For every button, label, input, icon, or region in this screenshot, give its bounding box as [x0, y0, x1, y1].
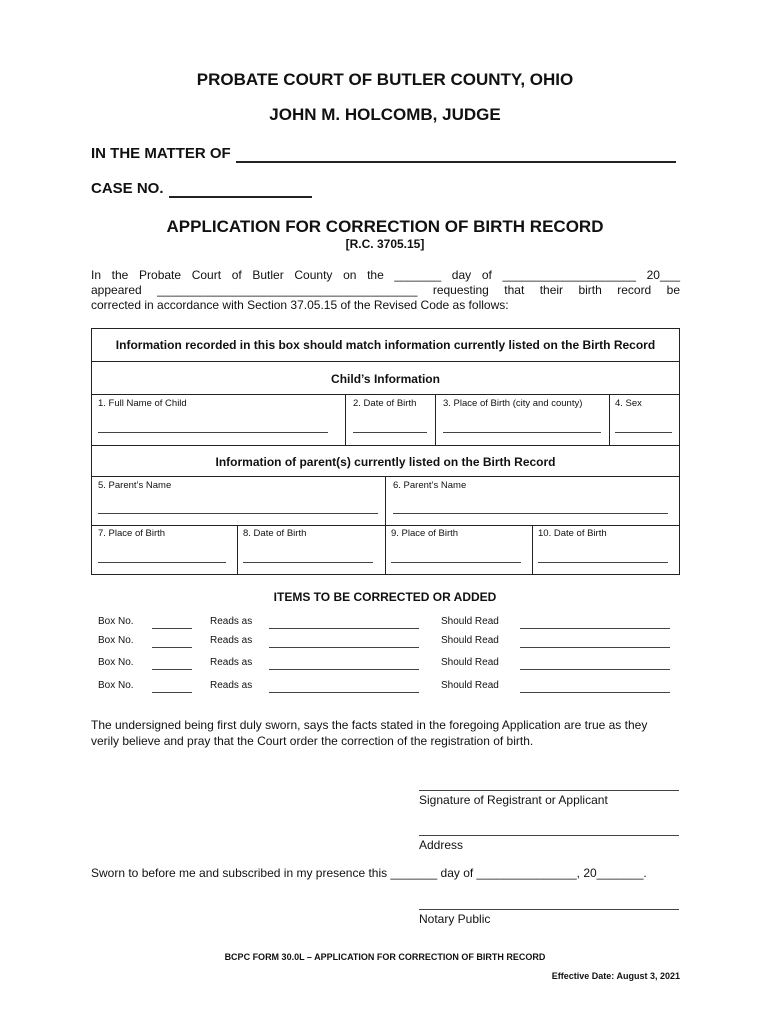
items-heading: ITEMS TO BE CORRECTED OR ADDED — [273, 590, 497, 604]
child-place-of-birth-label: 3. Place of Birth (city and county) — [443, 398, 583, 409]
should-read-field[interactable] — [520, 628, 670, 629]
should-read-label: Should Read — [441, 635, 499, 646]
notary-label: Notary Public — [419, 912, 491, 926]
box-no-field[interactable] — [152, 628, 192, 629]
registrant-signature-field[interactable] — [419, 790, 679, 791]
parent-info-heading: Information of parent(s) currently listed on the Birth Record — [215, 455, 556, 469]
should-read-label: Should Read — [441, 616, 499, 627]
parent-2-place-of-birth-label: 9. Place of Birth — [391, 528, 459, 539]
divider — [435, 394, 436, 445]
divider — [91, 361, 680, 362]
should-read-field[interactable] — [520, 647, 670, 648]
divider — [237, 525, 238, 575]
intro-line-2: appeared _______________________________________ requesting that their birth record be — [91, 283, 680, 297]
divider — [532, 525, 533, 575]
judge-name: JOHN M. HOLCOMB, JUDGE — [269, 105, 501, 124]
address-label: Address — [419, 838, 464, 852]
reads-as-field[interactable] — [269, 692, 419, 693]
child-dob-label: 2. Date of Birth — [353, 398, 417, 409]
parent-2-dob-label: 10. Date of Birth — [538, 528, 607, 539]
form-id: BCPC FORM 30.0L – APPLICATION FOR CORRECTION OF BIRTH RECORD — [224, 952, 546, 962]
box-no-label: Box No. — [98, 635, 134, 646]
divider — [91, 394, 680, 395]
child-full-name-label: 1. Full Name of Child — [98, 398, 187, 409]
intro-line-3: corrected in accordance with Section 37.05.15 of the Revised Code as follows: — [91, 298, 509, 312]
case-number-label: CASE NO. — [91, 180, 164, 197]
reads-as-field[interactable] — [269, 669, 419, 670]
child-sex-label: 4. Sex — [615, 398, 642, 409]
parent-1-place-of-birth-label: 7. Place of Birth — [98, 528, 166, 539]
form-title: APPLICATION FOR CORRECTION OF BIRTH RECORD — [166, 217, 604, 236]
parent-2-dob-field[interactable] — [538, 562, 668, 563]
effective-date: Effective Date: August 3, 2021 — [551, 971, 680, 981]
child-sex-field[interactable] — [615, 432, 672, 433]
should-read-field[interactable] — [520, 669, 670, 670]
oath-line-1: The undersigned being first duly sworn, says the facts stated in the foregoing Application are true as they — [91, 718, 648, 732]
reads-as-label: Reads as — [210, 680, 253, 691]
parent-name-1-field[interactable] — [98, 513, 378, 514]
matter-label: IN THE MATTER OF — [91, 145, 231, 162]
sworn-statement: Sworn to before me and subscribed in my presence this _______ day of _______________, 20_______. — [91, 866, 647, 880]
registrant-signature-label: Signature of Registrant or Applicant — [419, 793, 608, 807]
divider — [609, 394, 610, 445]
divider — [385, 476, 386, 525]
reads-as-label: Reads as — [210, 635, 253, 646]
child-full-name-field[interactable] — [98, 432, 328, 433]
divider — [345, 394, 346, 445]
statute-reference: [R.C. 3705.15] — [345, 237, 425, 251]
parent-name-2-label: 6. Parent’s Name — [393, 480, 467, 491]
intro-line-1: In the Probate Court of Butler County on the _______ day of ____________________ 20___ — [91, 268, 680, 282]
child-dob-field[interactable] — [353, 432, 427, 433]
box-heading: Information recorded in this box should match information currently listed on the Birth Record — [115, 338, 656, 352]
box-no-label: Box No. — [98, 616, 134, 627]
box-no-label: Box No. — [98, 657, 134, 668]
child-info-heading: Child’s Information — [331, 372, 440, 386]
matter-input-line[interactable] — [236, 161, 676, 163]
box-no-field[interactable] — [152, 647, 192, 648]
parent-2-place-of-birth-field[interactable] — [391, 562, 521, 563]
parent-1-place-of-birth-field[interactable] — [98, 562, 226, 563]
notary-signature-field[interactable] — [419, 909, 679, 910]
box-no-field[interactable] — [152, 669, 192, 670]
parent-1-dob-field[interactable] — [243, 562, 373, 563]
should-read-label: Should Read — [441, 657, 499, 668]
parent-name-2-field[interactable] — [393, 513, 668, 514]
box-no-field[interactable] — [152, 692, 192, 693]
child-place-of-birth-field[interactable] — [443, 432, 601, 433]
should-read-label: Should Read — [441, 680, 499, 691]
reads-as-field[interactable] — [269, 628, 419, 629]
address-field[interactable] — [419, 835, 679, 836]
case-number-input-line[interactable] — [169, 196, 312, 198]
parent-name-1-label: 5. Parent’s Name — [98, 480, 172, 491]
court-title: PROBATE COURT OF BUTLER COUNTY, OHIO — [196, 70, 574, 89]
reads-as-label: Reads as — [210, 657, 253, 668]
box-no-label: Box No. — [98, 680, 134, 691]
oath-line-2: verily believe and pray that the Court order the correction of the registration of birth. — [91, 734, 534, 748]
divider — [91, 445, 680, 446]
should-read-field[interactable] — [520, 692, 670, 693]
parent-1-dob-label: 8. Date of Birth — [243, 528, 307, 539]
reads-as-label: Reads as — [210, 616, 253, 627]
reads-as-field[interactable] — [269, 647, 419, 648]
divider — [385, 525, 386, 575]
